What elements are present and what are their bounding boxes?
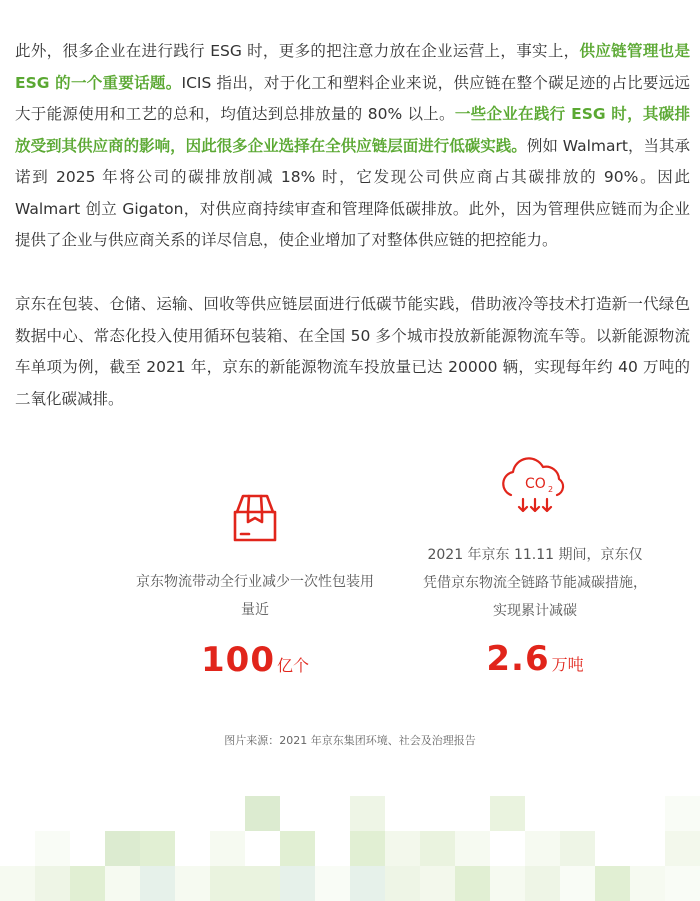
stat-carbon-value-row — [400, 639, 670, 679]
mosaic-tile — [105, 866, 140, 901]
mosaic-tile — [455, 866, 490, 901]
paragraph-supply-chain — [15, 36, 690, 257]
paragraph-jd-practice: 京东在包装、仓储、运输、回收等供应链层面进行低碳节能实践，借助液冷等技术打造新一代绿色数据中心、常态化投入使用循环包装箱、在全国 50 多个城市投放新能源物流车等。以新能源物流车单项为例，截至 2021 年，京东的新能源物流车投放量已达 20000 辆，实现每年约 40 万吨的二氧化碳减排。 — [15, 295, 690, 408]
stat-packaging-value-row — [130, 640, 380, 680]
mosaic-tile — [35, 866, 70, 901]
stat-carbon-unit: 万吨 — [551, 655, 584, 674]
mosaic-tile — [385, 866, 420, 901]
mosaic-tile — [245, 866, 280, 901]
mosaic-tile — [245, 796, 280, 831]
mosaic-tile — [105, 831, 140, 866]
mosaic-tile — [350, 831, 385, 866]
co2-cloud-icon — [400, 455, 670, 517]
mosaic-tile — [560, 831, 595, 866]
stat-carbon-caption-2: 凭借京东物流全链路节能减碳措施， — [423, 575, 647, 591]
paragraph1-text-1: 此外，很多企业在进行践行 ESG 时，更多的把注意力放在企业运营上，事实上， — [15, 42, 580, 60]
co2-subscript: 2 — [548, 485, 554, 494]
mosaic-tile — [490, 796, 525, 831]
stat-carbon — [400, 455, 670, 679]
stat-packaging — [130, 490, 380, 680]
stat-packaging-value: 100 — [201, 640, 275, 680]
mosaic-tile — [490, 866, 525, 901]
mosaic-tile — [315, 866, 350, 901]
mosaic-tile — [70, 866, 105, 901]
mosaic-tile — [175, 866, 210, 901]
stat-packaging-unit: 亿个 — [276, 656, 309, 675]
mosaic-tile — [525, 866, 560, 901]
stat-carbon-caption-3: 实现累计减碳 — [493, 603, 577, 619]
mosaic-tile — [665, 866, 700, 901]
mosaic-tile — [350, 866, 385, 901]
mosaic-tile — [455, 831, 490, 866]
mosaic-tile — [595, 866, 630, 901]
mosaic-tile — [665, 796, 700, 831]
package-box-icon — [130, 490, 380, 546]
mosaic-tile — [350, 796, 385, 831]
paragraph1-text-2: ICIS 指出，对于化工和塑料企业来说，供应链在整个碳足迹的占比要远远大于能源使用和工艺的总和，均值达到总排放量的 80% 以上。 — [15, 73, 690, 123]
mosaic-tile — [560, 866, 595, 901]
paragraph1-text-3: 例如 Walmart，当其承诺到 2025 年将公司的碳排放削减 18% 时，它发现公司供应商占其碳排放的 90%。因此 Walmart 创立 Gigaton，对供应商持续审查和管理降低碳排放。此外，因为管理供应链而为企业提供了企业与供应商关系的详尽信息，使企业增加了对整体供应链的把控能力。 — [15, 136, 690, 249]
mosaic-tile — [665, 831, 700, 866]
mosaic-tile — [280, 866, 315, 901]
stat-carbon-value: 2.6 — [486, 639, 550, 679]
decorative-mosaic-footer — [0, 790, 700, 901]
mosaic-tile — [630, 866, 665, 901]
mosaic-tile — [210, 831, 245, 866]
co2-text: CO — [525, 476, 546, 492]
mosaic-tile — [35, 831, 70, 866]
mosaic-tile — [385, 831, 420, 866]
mosaic-tile — [420, 866, 455, 901]
paragraph1-highlight-2: 一些企业在践行 ESG 时，其碳排放受到其供应商的影响，因此很多企业选择在全供应链层面进行低碳实践。 — [15, 105, 690, 155]
mosaic-tile — [140, 866, 175, 901]
paragraph1-highlight-1: 供应链管理也是 ESG 的一个重要话题。 — [15, 42, 690, 92]
mosaic-tile — [420, 831, 455, 866]
stat-carbon-caption-1: 2021 年京东 11.11 期间，京东仅 — [427, 547, 643, 563]
mosaic-tile — [210, 866, 245, 901]
image-source-caption: 图片来源：2021 年京东集团环境、社会及治理报告 — [224, 734, 476, 747]
stat-packaging-caption: 京东物流带动全行业减少一次性包装用量近 — [136, 574, 374, 618]
mosaic-tile — [280, 831, 315, 866]
mosaic-tile — [140, 831, 175, 866]
mosaic-tile — [525, 831, 560, 866]
mosaic-tile — [0, 866, 35, 901]
